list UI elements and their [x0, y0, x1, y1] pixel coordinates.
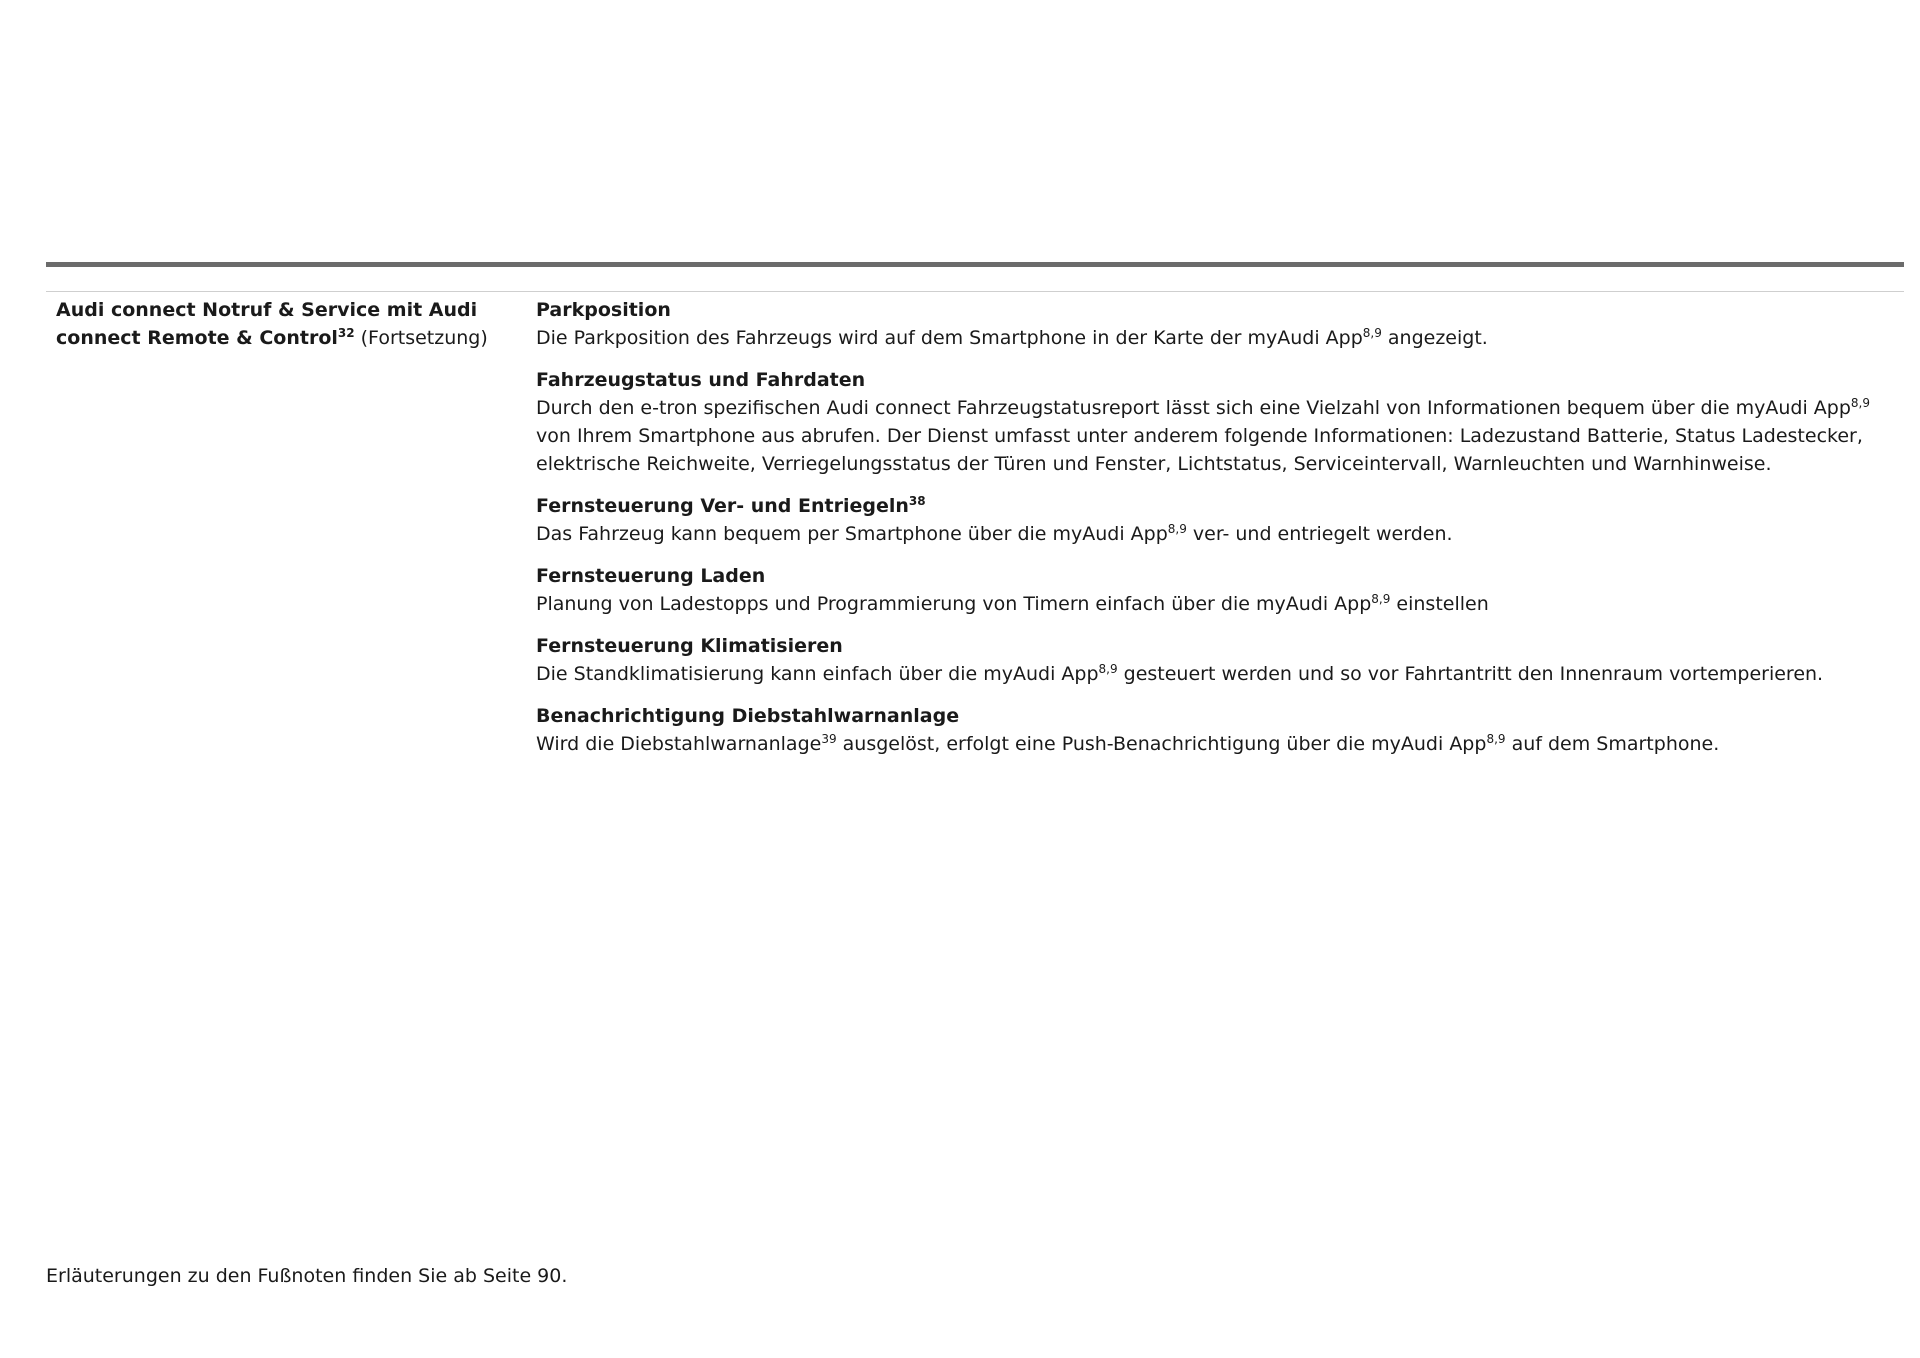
footnote-ref: 8,9	[1362, 326, 1382, 340]
body-text: auf dem Smartphone.	[1505, 733, 1720, 755]
section-fahrzeugstatus	[536, 366, 1898, 478]
body-text: Das Fahrzeug kann bequem per Smartphone über die myAudi App	[536, 523, 1168, 545]
feature-list	[536, 296, 1898, 772]
section-title: Fernsteuerung Klimatisieren	[536, 635, 843, 657]
section-body	[536, 660, 1898, 688]
body-text: Wird die Diebstahlwarnanlage	[536, 733, 822, 755]
row-label	[56, 296, 516, 352]
section-verriegeln	[536, 492, 1898, 548]
body-text: ausgelöst, erfolgt eine Push-Benachrichtigung über die myAudi App	[836, 733, 1487, 755]
section-klimatisieren	[536, 632, 1898, 688]
section-title: Benachrichtigung Diebstahlwarnanlage	[536, 705, 960, 727]
section-body	[536, 520, 1898, 548]
section-laden	[536, 562, 1898, 618]
footnote-ref: 8,9	[1371, 592, 1391, 606]
footnote-ref: 8,9	[1167, 522, 1187, 536]
section-body	[536, 590, 1898, 618]
body-text: gesteuert werden und so vor Fahrtantritt den Innenraum vortemperieren.	[1117, 663, 1824, 685]
row-label-title: Audi connect Notruf & Service mit Audi connect Remote & Control	[56, 299, 478, 349]
section-title: Parkposition	[536, 299, 671, 321]
footnote-ref: 39	[821, 732, 837, 746]
section-parkposition	[536, 296, 1898, 352]
footnote-explanation: Erläuterungen zu den Fußnoten finden Sie ab Seite 90.	[46, 1265, 568, 1287]
section-diebstahl	[536, 702, 1898, 758]
section-body	[536, 394, 1898, 478]
body-text: von Ihrem Smartphone aus abrufen. Der Dienst umfasst unter anderem folgende Informationen: Ladezustand Batterie, Status Ladestecker, elektrische Reichweite, Verriegelungsstatus der Türen und Fenster, Lichtstatus, Serviceintervall, Warnleuchten und Warnhinweise.	[536, 425, 1863, 475]
section-title	[536, 492, 1898, 520]
section-body	[536, 730, 1898, 758]
top-divider	[46, 262, 1904, 267]
body-text: Die Standklimatisierung kann einfach über die myAudi App	[536, 663, 1099, 685]
footnote-ref: 8,9	[1850, 396, 1870, 410]
body-text: Durch den e-tron spezifischen Audi connect Fahrzeugstatusreport lässt sich eine Vielzahl von Informationen bequem über die myAudi App	[536, 397, 1851, 419]
footnote-ref: 8,9	[1486, 732, 1506, 746]
body-text: Die Parkposition des Fahrzeugs wird auf dem Smartphone in der Karte der myAudi App	[536, 327, 1363, 349]
body-text: Planung von Ladestopps und Programmierung von Timern einfach über die myAudi App	[536, 593, 1372, 615]
body-text: einstellen	[1390, 593, 1489, 615]
footnote-ref: 8,9	[1098, 662, 1118, 676]
row-label-footnote: 32	[337, 326, 355, 340]
body-text: angezeigt.	[1381, 327, 1488, 349]
body-text: ver- und entriegelt werden.	[1186, 523, 1453, 545]
row-label-suffix: (Fortsetzung)	[354, 327, 488, 349]
footnote-ref: 38	[908, 494, 926, 508]
section-title: Fahrzeugstatus und Fahrdaten	[536, 369, 866, 391]
section-title-text: Fernsteuerung Ver- und Entriegeln	[536, 495, 909, 517]
section-body	[536, 324, 1898, 352]
table-row-divider	[46, 291, 1904, 292]
section-title: Fernsteuerung Laden	[536, 565, 766, 587]
